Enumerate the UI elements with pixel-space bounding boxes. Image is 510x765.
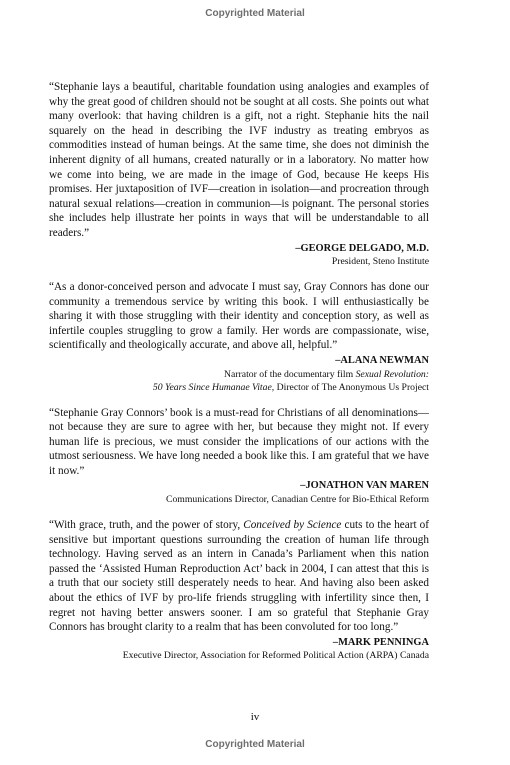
- quote-text: cuts to the heart of sensitive but important questions surrounding the creation of human life through technology. Having served as an intern in Canada’s Parliament when this nation passed the ‘Assisted Human Reproduction Act’ back in 2004, I can attest that this is a truth that our society still desperately needs to hear. And having also been asked about the ethics of IVF by pro-life friends struggling with infertility since then, I regret not having better answers sooner. I am so grateful that Stephanie Gray Connors has brought clarity to a realm that has been convoluted for too long.”: [49, 518, 429, 634]
- endorsement-quote: “Stephanie lays a beautiful, charitable foundation using analogies and examples of why the great good of children should not be sought at all costs. She points out what many overlook: that having children is a gift, not a right. Stephanie hits the nail squarely on the head in describing the IVF industry as treating embryos as commodities instead of human beings. At the same time, she does not diminish the inherent dignity of all humans, created naturally or in a laboratory. No matter how we come into being, we are made in the image of God, because He keeps His promises. Her juxtaposition of IVF—creation in isolation—and procreation through natural sexual relations—creation in communion—is poignant. The personal stories she includes help illustrate her points in ways that will be understandable to all readers.”: [49, 81, 429, 239]
- quote-text: “With grace, truth, and the power of story,: [49, 518, 244, 531]
- endorser-title: Executive Director, Association for Reformed Political Action (ARPA) Canada: [122, 650, 429, 662]
- endorsement-quote: [49, 518, 429, 635]
- endorser-title-text: Narrator of the documentary film: [224, 368, 356, 380]
- endorser-name: –JONATHON VAN MAREN: [300, 480, 429, 492]
- endorser-title-line-2: [49, 381, 429, 394]
- endorser-name: –MARK PENNINGA: [332, 636, 429, 648]
- book-title: Conceived by Science: [243, 518, 342, 531]
- endorsement-attribution: [49, 636, 429, 663]
- documentary-title: Sexual Revolution:: [355, 368, 429, 380]
- endorsement-quote: “Stephanie Gray Connors’ book is a must-read for Christians of all denominations—not because they are sure to agree with her, but because they might not. If every human life is precious, we must consider the implications of our actions with the utmost seriousness. We have long needed a book like this. I am grateful that we have it now.”: [49, 406, 429, 477]
- endorsement-blurb: [49, 80, 429, 268]
- endorsement-blurb: [49, 518, 429, 662]
- endorser-title: Communications Director, Canadian Centre for Bio-Ethical Reform: [166, 493, 429, 505]
- endorsement-attribution: [49, 242, 429, 269]
- copyright-notice-top: Copyrighted Material: [205, 8, 305, 19]
- endorsements-section: [49, 80, 429, 674]
- endorsement-attribution: [49, 479, 429, 506]
- endorsement-attribution: [49, 354, 429, 394]
- endorsement-blurb: [49, 406, 429, 506]
- endorser-name: –GEORGE DELGADO, M.D.: [295, 242, 429, 254]
- endorser-name: –ALANA NEWMAN: [335, 355, 429, 366]
- endorsement-blurb: [49, 280, 429, 393]
- documentary-subtitle: 50 Years Since Humanae Vitae,: [152, 381, 275, 393]
- page-number: iv: [250, 711, 260, 723]
- endorsement-quote: “As a donor-conceived person and advocate I must say, Gray Connors has done our community a tremendous service by writing this book. I will enthusiastically be sharing it with those struggling with their identity and conception story, as well as infertile couples struggling to grow a family. Her words are compassionate, wise, scientifically and theologically accurate, and above all, helpful.”: [49, 281, 429, 352]
- endorser-title: President, Steno Institute: [331, 256, 429, 268]
- endorser-title-text: Director of The Anonymous Us Project: [274, 381, 429, 393]
- copyright-notice-bottom: Copyrighted Material: [205, 739, 305, 750]
- endorser-title-line-1: [49, 368, 429, 381]
